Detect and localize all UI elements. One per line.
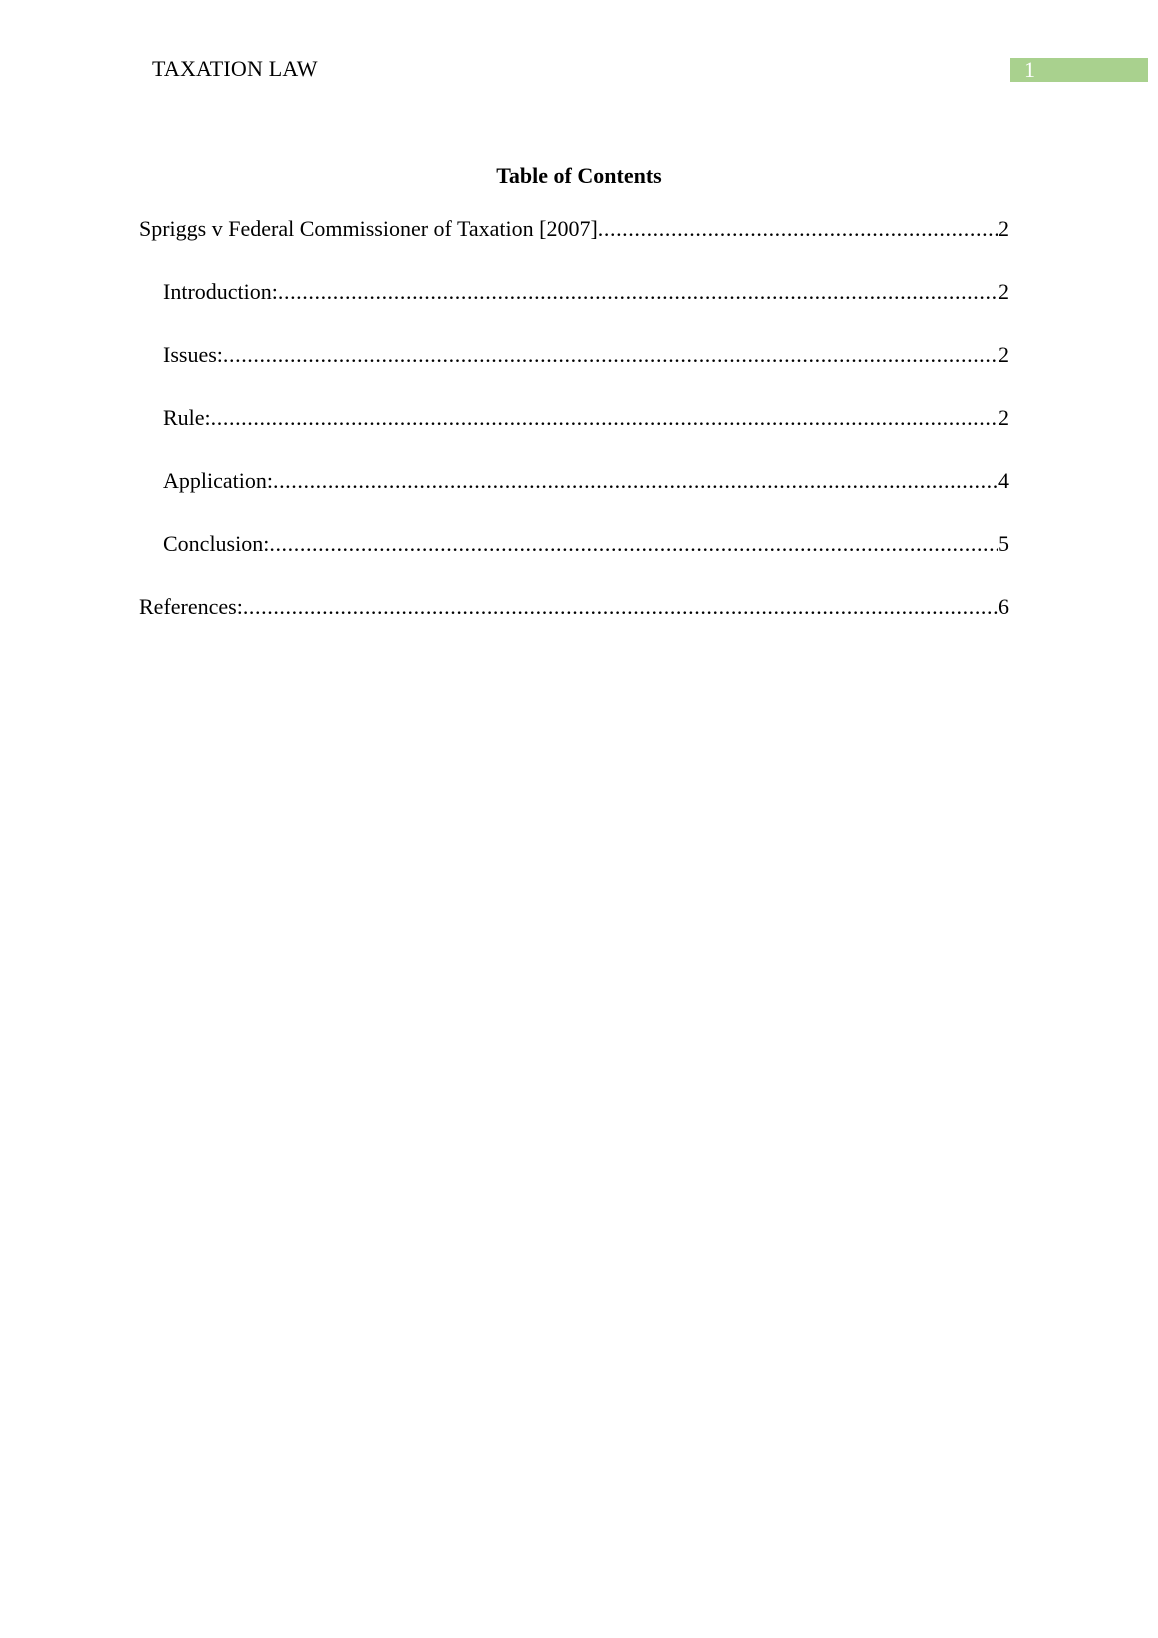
toc-dot-leader [211,405,998,431]
toc-entry-application[interactable] [139,468,1009,531]
toc-entry-spriggs[interactable] [139,216,1009,279]
toc-entry-page: 4 [998,468,1009,493]
toc-entry-page: 2 [998,405,1009,430]
toc-entry-label: Spriggs v Federal Commissioner of Taxation [2007] [139,216,598,241]
table-of-contents [139,216,1009,657]
toc-entry-conclusion[interactable] [139,531,1009,594]
toc-entry-label: References: [139,594,243,619]
toc-dot-leader [243,594,998,620]
toc-entry-label: Issues: [163,342,223,367]
running-header-title: TAXATION LAW [152,56,318,81]
page-number: 1 [1024,57,1035,82]
toc-dot-leader [273,468,998,494]
toc-entry-page: 6 [998,594,1009,619]
toc-dot-leader [223,342,998,368]
toc-dot-leader [278,279,998,305]
toc-dot-leader [598,216,998,242]
toc-entry-label: Application: [163,468,273,493]
toc-entry-page: 2 [998,216,1009,241]
toc-heading: Table of Contents [496,163,662,188]
toc-entry-page: 2 [998,279,1009,304]
toc-entry-label: Rule: [163,405,211,430]
toc-entry-page: 5 [998,531,1009,556]
toc-entry-label: Conclusion: [163,531,270,556]
toc-entry-page: 2 [998,342,1009,367]
toc-entry-references[interactable] [139,594,1009,657]
toc-entry-introduction[interactable] [139,279,1009,342]
page-number-badge [1010,58,1148,82]
toc-entry-label: Introduction: [163,279,278,304]
toc-dot-leader [269,531,998,557]
toc-entry-rule[interactable] [139,405,1009,468]
toc-entry-issues[interactable] [139,342,1009,405]
